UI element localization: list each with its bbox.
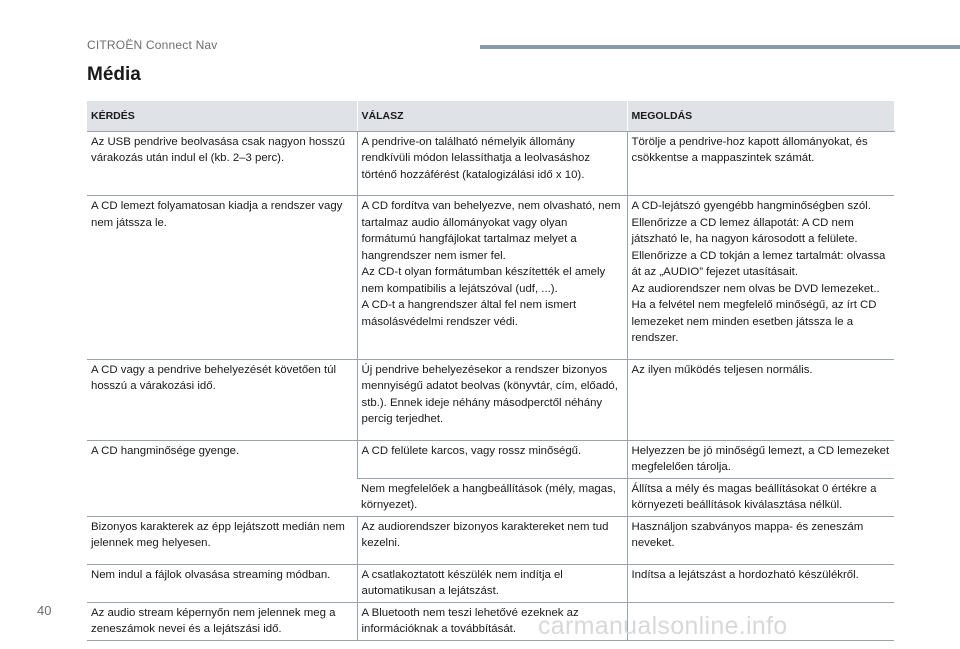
table-row [87,516,894,564]
faq-table [87,101,895,641]
page-title: Média [87,64,141,85]
table-row [87,564,894,602]
column-header-answer: VÁLASZ [357,101,627,131]
question-cell: Az USB pendrive beolvasása csak nagyon hosszú várakozás után indul el (kb. 2–3 perc). [87,131,357,196]
question-cell: A CD vagy a pendrive behelyezését követően túl hosszú a várakozási idő. [87,359,357,440]
table-header-row [87,101,894,131]
answer-cell: Új pendrive behelyezésekor a rendszer bizonyos mennyiségű adatot beolvas (könyvtár, cím, előadó, stb.). Ennek ideje néhány másodperctől néhány percig terjedhet. [357,359,627,440]
question-cell: Az audio stream képernyőn nem jelennek meg a zeneszámok nevei és a lejátszási idő. [87,602,357,640]
table-row [87,131,894,196]
manual-product-name: CITROËN Connect Nav [87,38,218,52]
table-row [87,440,894,478]
question-cell: Nem indul a fájlok olvasása streaming módban. [87,564,357,602]
column-header-question: KÉRDÉS [87,101,357,131]
solution-cell: Indítsa a lejátszást a hordozható készülékről. [627,564,894,602]
page-number: 40 [37,603,52,618]
solution-cell: Törölje a pendrive-hoz kapott állományokat, és csökkentse a mappaszintek számát. [627,131,894,196]
question-cell: A CD hangminősége gyenge. [87,440,357,516]
table-row [87,196,894,360]
answer-cell: Nem megfelelőek a hangbeállítások (mély, magas, környezet). [357,478,627,516]
answer-cell: Az audiorendszer bizonyos karaktereket nem tud kezelni. [357,516,627,564]
solution-cell: Az ilyen működés teljesen normális. [627,359,894,440]
solution-cell: Állítsa a mély és magas beállításokat 0 értékre a környezeti beállítások kiválasztása nélkül. [627,478,894,516]
answer-cell: A csatlakoztatott készülék nem indítja el automatikusan a lejátszást. [357,564,627,602]
table-row [87,359,894,440]
answer-cell: A pendrive-on található némelyik állomány rendkívüli módon lelassíthatja a leolvasáshoz történő hozzáférést (katalogizálási idő x 10). [357,131,627,196]
answer-cell: A Bluetooth nem teszi lehetővé ezeknek az információknak a továbbítását. [357,602,627,640]
header-accent-bar [480,45,960,49]
watermark: carmanualsonline.info [538,612,788,640]
question-cell: A CD lemezt folyamatosan kiadja a rendszer vagy nem játssza le. [87,196,357,360]
solution-cell: Helyezzen be jó minőségű lemezt, a CD lemezeket megfelelően tárolja. [627,440,894,478]
column-header-solution: MEGOLDÁS [627,101,894,131]
answer-cell: A CD fordítva van behelyezve, nem olvasható, nem tartalmaz audio állományokat vagy olyan formátumú hangfájlokat tartalmaz melyet a hangrendszer nem ismer fel. Az CD-t olyan formátumban készítették el amely nem kompatibilis a lejátszóval (udf, ...). A CD-t a hangrendszer által fel nem ismert másolásvédelmi rendszer védi. [357,196,627,360]
solution-cell: A CD-lejátszó gyengébb hangminőségben szól. Ellenőrizze a CD lemez állapotát: A CD nem játszható le, ha nagyon károsodott a felülete. Ellenőrizze a CD tokján a lemez tartalmát: olvassa át az „AUDIO” fejezet utasításait. Az audiorendszer nem olvas be DVD lemezeket.. Ha a felvétel nem megfelelő minőségű, az írt CD lemezeket nem minden esetben játssza le a rendszer. [627,196,894,360]
solution-cell: Használjon szabványos mappa- és zeneszám neveket. [627,516,894,564]
answer-cell: A CD felülete karcos, vagy rossz minőségű. [357,440,627,478]
question-cell: Bizonyos karakterek az épp lejátszott medián nem jelennek meg helyesen. [87,516,357,564]
